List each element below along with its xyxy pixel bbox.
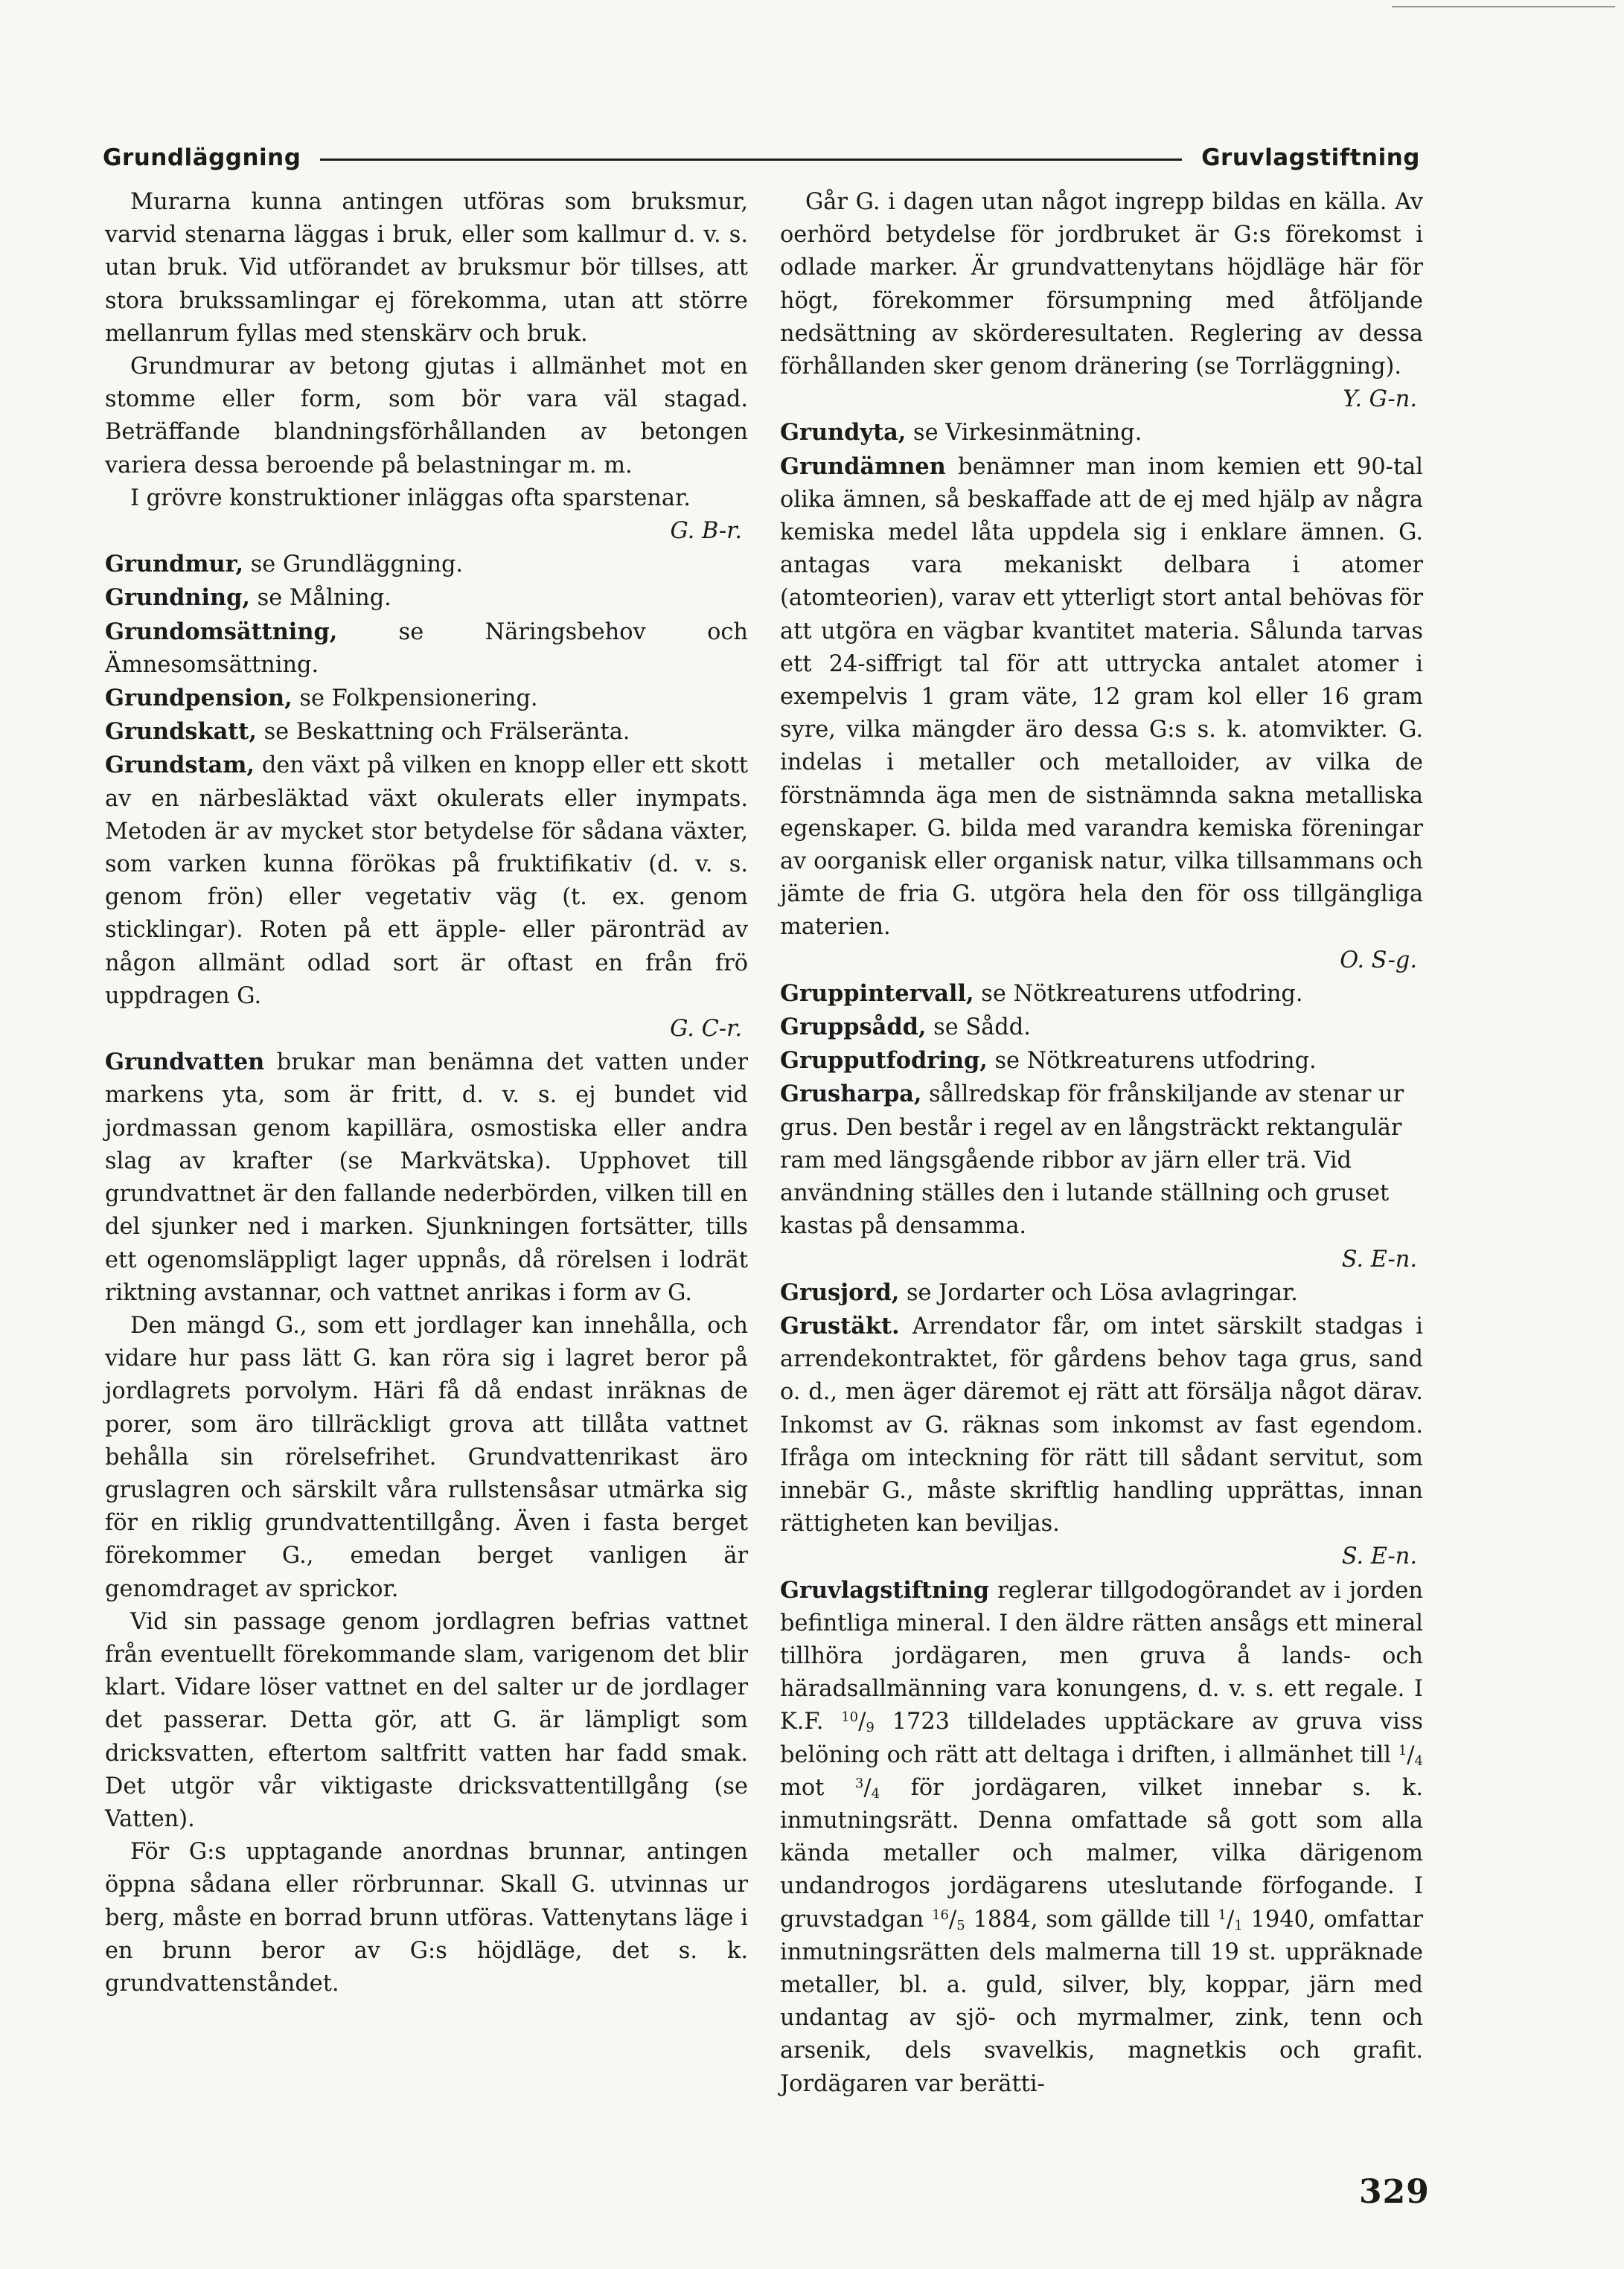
- left-column: [105, 186, 748, 2000]
- paragraph: Vid sin passage genom jordlagren befrias vattnet från eventuellt förekommande slam, varigenom det blir klart. Vidare löser vattnet en del salter ur de jordlager det passerar. Detta gör, att G. är lämpligt som dricksvatten, eftertom saltfritt vatten har fadd smak. Det utgör vår viktigaste dricksvattentillgång (se Vatten).: [105, 1608, 748, 1832]
- fraction-numerator: 16: [932, 1907, 950, 1923]
- entry-headword: Grustäkt.: [780, 1312, 900, 1340]
- paragraph: För G:s upptagande anordnas brunnar, antingen öppna sådana eller rörbrunnar. Skall G. utvinnas ur berg, måste en borrad brunn utföras. Vattenytans läge i en brunn beror av G:s höjdläge, det s. k. grundvattenståndet.: [105, 1839, 748, 1997]
- entry-grusharpa: [780, 1078, 1423, 1243]
- paragraph: Murarna kunna antingen utföras som bruksmur, varvid stenarna läggas i bruk, eller som kallmur d. v. s. utan bruk. Vid utförandet av bruksmur bör tillses, att stora brukssamlingar ej förekomma, utan att större mellanrum fyllas med stenskärv och bruk.: [105, 189, 748, 347]
- entry-gruvlagstiftning: Gruvlagstiftning reglerar tillgodogörandet av i jorden befintliga mineral. I den äldre rätten ansågs ett mineral tillhöra jordägaren, men gruva å lands- och häradsallmänning vara konungens, d. v. s. ett regale. I K.F. $^{10}/_9$ 1723 tilldelades upptäckare av gruva viss belöning och rätt att deltaga i driften, i allmänhet till $^1/_4$ mot $^3/_4$ för jordägaren, vilket innebar s. k. inmutningsrätt. Denna omfattade så gott som alla kända metaller och malmer, vilka därigenom undandrogos jordägarens uteslutande förfogande. I gruvstadgan $^{16}/_5$ 1884, som gällde till $^1/_1$ 1940, omfattar inmutningsrätten dels malmerna till 19 st. uppräknade metaller, bl. a. guld, silver, bly, koppar, järn med undantag av sjö- och myrmalmer, zink, tenn och arsenik, dels svavelkis, magnetkis och grafit. Jordägaren var berätti-: [780, 1576, 1423, 2097]
- entry-grusjord: [780, 1276, 1423, 1310]
- author-signature: O. S-g.: [1340, 947, 1417, 973]
- entry-grundskatt: [105, 715, 748, 749]
- author-signature: S. E-n.: [1341, 1246, 1417, 1273]
- fraction-denominator: 4: [871, 1785, 880, 1802]
- entry-grundvatten: [105, 1046, 748, 1310]
- entry-text: se Virkesinmätning.: [906, 420, 1142, 447]
- page-number: 329: [1359, 2173, 1430, 2211]
- header-right-word: Gruvlagstiftning: [1201, 144, 1420, 171]
- entry-grundning: [105, 581, 748, 615]
- entry-text: för jordägaren, vilket innebar s. k. inmutningsrätt. Denna omfattade så gott som alla kända metaller och malmer, vilka därigenom undandrogos jordägarens uteslutande förfogande. I gruvstadgan: [780, 1774, 1423, 1933]
- entry-headword: Grundskatt,: [105, 718, 257, 746]
- entry-text: se Nötkreaturens utfodring.: [987, 1048, 1317, 1075]
- paragraph: Går G. i dagen utan något ingrepp bildas en källa. Av oerhörd betydelse för jordbruket är G:s förekomst i odlade marker. Är grundvattenytans höjdläge här för högt, förekommer försumpning med åtföljande nedsättning av skörderesultaten. Reglering av dessa förhållanden sker genom dränering (se Torrläggning).: [780, 189, 1423, 380]
- right-column: [780, 186, 1423, 2101]
- entry-text: reglerar tillgodogörandet av i jorden befintliga mineral. I den äldre rätten ansågs ett mineral tillhöra jordägaren, men gruva å lands- och häradsallmänning vara konungens, d. v. s. ett regale. I K.F.: [780, 1577, 1423, 1735]
- fraction-numerator: 3: [854, 1775, 864, 1791]
- paragraph: Grundmurar av betong gjutas i allmänhet mot en stomme eller form, som bör vara väl stagad. Beträffande blandningsförhållanden av betongen variera dessa beroende på belastningar m. m.: [105, 353, 748, 479]
- author-signature: S. E-n.: [1341, 1543, 1417, 1570]
- entry-text: Arrendator får, om intet särskilt stadgas i arrendekontraktet, för gårdens behov taga grus, sand o. d., men äger däremot ej rätt att försälja något därav. Inkomst av G. räknas som inkomst av fast egendom. Ifråga om inteckning för rätt till sådant servitut, som innebär G., måste skriftlig handling upprättas, innan rättigheten kan beviljas.: [780, 1313, 1423, 1537]
- entry-text: se Beskattning och Frälseränta.: [256, 719, 630, 746]
- entry-headword: Grundmur,: [105, 551, 244, 578]
- author-signature: G. C-r.: [670, 1016, 742, 1043]
- fraction-denominator: 5: [956, 1917, 965, 1933]
- fraction-numerator: 1: [1218, 1907, 1227, 1923]
- entry-grustakt: [780, 1310, 1423, 1540]
- entry-text: mot: [780, 1774, 855, 1801]
- author-signature: G. B-r.: [670, 518, 742, 545]
- entry-headword: Grundpension,: [105, 685, 292, 712]
- fraction-denominator: 9: [866, 1720, 875, 1736]
- entry-headword: Grundämnen: [780, 452, 946, 480]
- entry-text: se Grundläggning.: [243, 551, 464, 578]
- entry-grupputfodring: [780, 1044, 1423, 1078]
- entry-headword: Grundvatten: [105, 1049, 265, 1076]
- entry-headword: Grundstam,: [105, 752, 255, 779]
- entry-grundpension: [105, 682, 748, 715]
- entry-text: brukar man benämna det vatten under markens yta, som är fritt, d. v. s. ej bundet vid jordmassan genom kapillära, osmostiska eller andra slag av krafter (se Markvätska). Upphovet till grundvattnet är den fallande nederbörden, vilken till en del sjunker ned i marken. Sjunkningen fortsätter, tills ett ogenomsläppligt lager uppnås, då rörelsen i lodrät riktning avstannar, och vattnet anrikas i form av G.: [105, 1049, 748, 1306]
- entry-text: se Sådd.: [926, 1014, 1031, 1041]
- fraction-denominator: 4: [1414, 1753, 1423, 1769]
- fraction-numerator: 10: [841, 1709, 859, 1726]
- entry-headword: Grundning,: [105, 584, 250, 612]
- entry-headword: Gruppintervall,: [780, 979, 974, 1007]
- entry-headword: Grusharpa,: [780, 1081, 922, 1108]
- paragraph: I grövre konstruktioner inläggas ofta sparstenar.: [130, 484, 691, 511]
- entry-text: se Målning.: [249, 585, 391, 612]
- entry-grundyta: [780, 416, 1423, 449]
- entry-grundmur: [105, 548, 748, 581]
- entry-text: benämner man inom kemien ett 90-tal olika ämnen, så beskaffade att de ej med hjälp av några kemiska medel låta uppdela sig i enklare ämnen. G. antagas vara mekaniskt delbara i atomer (atomteorien), varav ett ytterligt stort antal behövas för att utgöra en vägbar kvantitet materia. Sålunda tarvas ett 24-siffrigt tal för att uttrycka antalet atomer i exempelvis 1 gram väte, 12 gram kol eller 16 gram syre, vilka mängder äro dessa G:s s. k. atomvikter. G. indelas i metaller och metalloider, av vilka de förstnämnda äga men de sistnämnda sakna metalliska egenskaper. G. bilda med varandra kemiska föreningar av oorganisk eller organisk natur, vilka tillsammans och jämte de fria G. utgöra hela den för oss tillgängliga materien.: [780, 453, 1423, 941]
- entry-headword: Grupputfodring,: [780, 1047, 988, 1075]
- scan-edge-line: [1392, 6, 1615, 7]
- header-rule: [320, 159, 1182, 161]
- header-left-word: Grundläggning: [103, 144, 301, 171]
- entry-text: sållredskap för frånskiljande av stenar ur grus. Den består i regel av en långsträckt rektangulär ram med längsgående ribbor av järn eller trä. Vid användning ställes den i lutande ställning och gruset kastas på densamma.: [780, 1081, 1404, 1240]
- entry-text: se Jordarter och Lösa avlagringar.: [899, 1279, 1298, 1306]
- entry-headword: Grundyta,: [780, 419, 907, 447]
- entry-text: den växt på vilken en knopp eller ett skott av en närbesläktad växt okulerats eller inympats. Metoden är av mycket stor betydelse för sådana växter, som varken kunna förökas på fruktifikativ (d. v. s. genom frön) eller vegetativ väg (t. ex. genom sticklingar). Roten på ett äpple- eller päronträd av någon allmänt odlad sort är oftast en från frö uppdragen G.: [105, 752, 748, 1009]
- entry-grundstam: [105, 749, 748, 1013]
- running-header: [103, 140, 1420, 176]
- entry-text: se Nötkreaturens utfodring.: [974, 980, 1303, 1007]
- entry-gruppintervall: [780, 977, 1423, 1011]
- fraction-numerator: 1: [1398, 1742, 1407, 1758]
- entry-text: 1884, som gällde till: [965, 1906, 1218, 1933]
- entry-grundomsattning: [105, 615, 748, 682]
- entry-text: 1940, omfattar inmutningsrätten dels malmerna till 19 st. uppräknade metaller, bl. a. guld, silver, bly, koppar, järn med undantag av sjö- och myrmalmer, zink, tenn och arsenik, dels svavelkis, magnetkis och grafit. Jordägaren var berätti-: [780, 1906, 1423, 2097]
- entry-gruppsadd: [780, 1011, 1423, 1044]
- entry-text: se Näringsbehov och Ämnesomsättning.: [105, 618, 748, 678]
- author-signature: Y. G-n.: [1343, 386, 1417, 413]
- entry-headword: Gruvlagstiftning: [780, 1576, 989, 1604]
- fraction-denominator: 1: [1234, 1917, 1243, 1933]
- paragraph: Den mängd G., som ett jordlager kan innehålla, och vidare hur pass lätt G. kan röra sig i lagret beror på jordlagrets porvolym. Häri få då endast inräknas de porer, som äro tillräckligt grova att tillåta vattnet behålla sin rörelsefrihet. Grundvattenrikast äro gruslagren och särskilt våra rullstensåsar utmärka sig för en riklig grundvattentillgång. Även i fasta berget förekommer G., emedan berget vanligen är genomdraget av sprickor.: [105, 1312, 748, 1602]
- entry-text: 1723 tilldelades upptäckare av gruva viss belöning och rätt att deltaga i driften, i allmänhet till: [780, 1709, 1423, 1768]
- entry-headword: Gruppsådd,: [780, 1014, 927, 1041]
- entry-headword: Grundomsättning,: [105, 618, 338, 645]
- entry-text: se Folkpensionering.: [292, 685, 538, 712]
- entry-grundamnen: [780, 450, 1423, 944]
- entry-headword: Grusjord,: [780, 1278, 900, 1306]
